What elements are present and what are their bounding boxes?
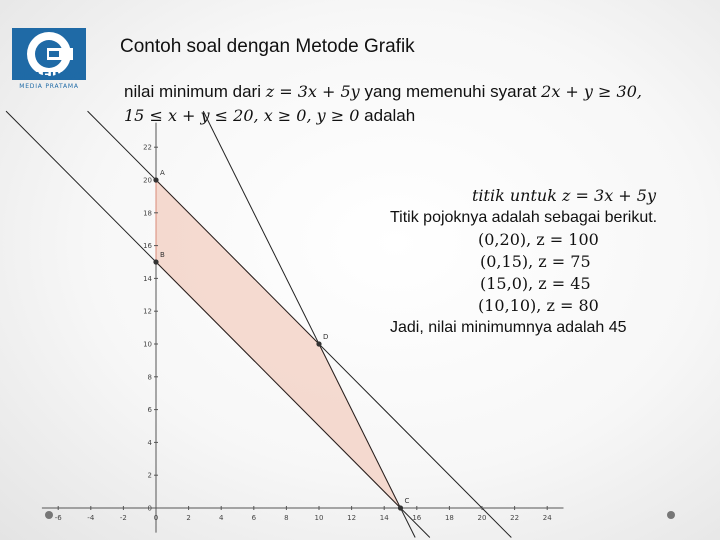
solution-conclusion: Jadi, nilai minimumnya adalah 45 [390, 319, 627, 336]
slide-bullet-right [667, 511, 675, 519]
feasible-region [156, 180, 401, 508]
y-tick-label: 8 [147, 373, 152, 382]
x-tick-label: 14 [379, 514, 389, 522]
solution-heading: titik untuk z = 3x + 5y [472, 186, 657, 205]
corner-point-b [153, 259, 158, 264]
constraint-1: 2x + y ≥ 30, [541, 82, 642, 101]
corner-value-3: (15,0), z = 45 [480, 274, 591, 293]
x-tick-label: 0 [153, 514, 159, 522]
slide-title: Contoh soal dengan Metode Grafik [120, 36, 415, 57]
corner-point-label: D [323, 333, 329, 341]
logo-text: GRAFINDO [14, 70, 84, 83]
x-tick-label: 12 [347, 514, 357, 522]
problem-text-2: yang memenuhi syarat [359, 82, 542, 101]
y-tick-label: 2 [147, 471, 152, 480]
x-tick-label: -6 [54, 514, 62, 522]
y-tick-label: 4 [147, 438, 152, 447]
y-tick-label: 22 [143, 143, 152, 152]
constraint-2: 15 ≤ x + y ≤ 20, x ≥ 0, y ≥ 0 [124, 106, 360, 125]
problem-text-3: adalah [359, 106, 416, 125]
corner-point-d [316, 341, 321, 346]
x-tick-label: 8 [284, 514, 289, 522]
x-tick-label: -2 [119, 514, 127, 522]
corner-value-4: (10,10), z = 80 [478, 296, 599, 315]
corner-point-a [153, 177, 158, 182]
x-tick-label: 22 [510, 514, 520, 522]
y-tick-label: 0 [147, 504, 152, 513]
y-tick-label: 20 [143, 176, 152, 185]
solution-intro: Titik pojoknya adalah sebagai berikut. [390, 209, 658, 226]
solution-block [390, 185, 657, 339]
y-tick-label: 16 [143, 242, 152, 251]
corner-value-2: (0,15), z = 75 [480, 252, 591, 271]
line-x-plus-y-15 [6, 111, 430, 537]
corner-point-c [398, 505, 403, 510]
x-tick-label: 18 [444, 514, 454, 522]
x-tick-label: 10 [314, 514, 324, 522]
y-tick-label: 10 [143, 340, 152, 349]
x-tick-label: 16 [412, 514, 422, 522]
x-tick-label: 24 [542, 514, 552, 522]
objective-function: z = 3x + 5y [265, 82, 360, 101]
logo-subtext: MEDIA PRATAMA [19, 83, 79, 90]
y-tick-label: 14 [143, 274, 152, 283]
y-tick-label: 18 [143, 209, 152, 218]
corner-point-label: C [404, 497, 410, 505]
feasible-region-polygon [156, 180, 401, 508]
x-tick-label: 4 [218, 514, 224, 522]
y-tick-label: 12 [143, 307, 152, 316]
x-tick-label: 6 [251, 514, 257, 522]
corner-value-1: (0,20), z = 100 [478, 230, 599, 249]
x-tick-label: -4 [87, 514, 95, 522]
slide-bullet-left [45, 511, 53, 519]
x-tick-label: 2 [186, 514, 191, 522]
corner-point-label: B [160, 251, 165, 259]
y-tick-label: 6 [147, 406, 152, 415]
problem-text-1: nilai minimum dari [124, 82, 266, 101]
corner-point-label: A [160, 169, 165, 177]
x-tick-label: 20 [477, 514, 487, 522]
